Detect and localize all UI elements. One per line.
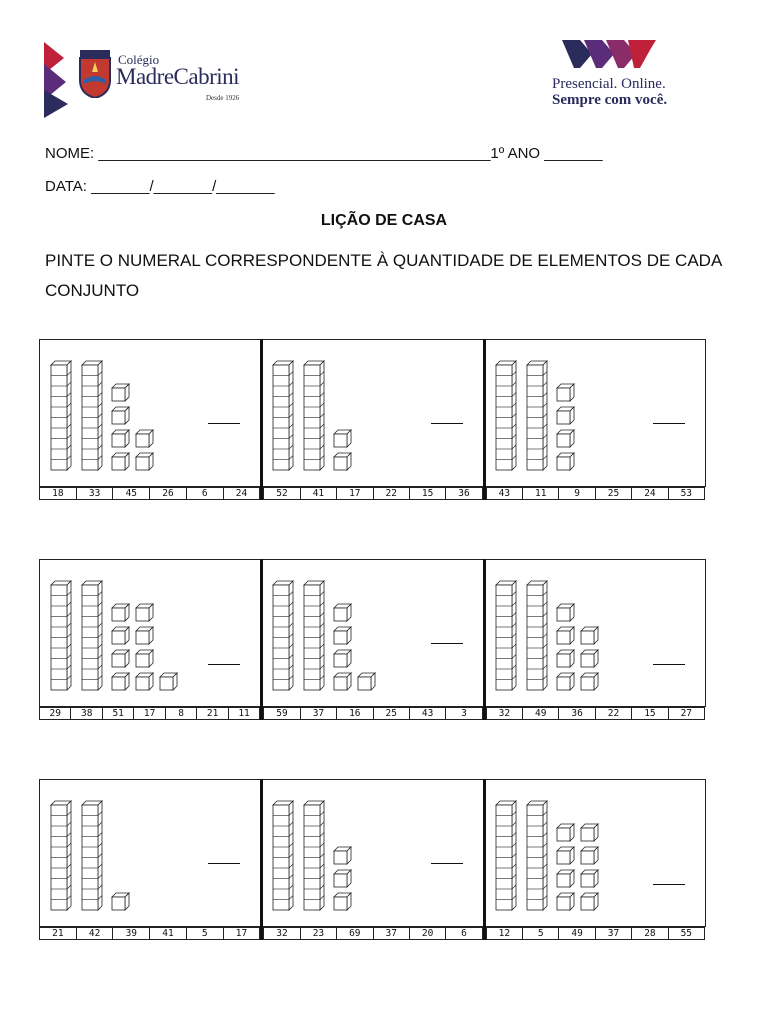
answer-blank[interactable]: [653, 423, 685, 424]
unit-cube: [136, 604, 153, 621]
numeral-option[interactable]: 41: [300, 488, 336, 499]
numeral-option[interactable]: 41: [149, 928, 186, 939]
unit-cube: [557, 384, 574, 401]
school-crest-icon: [78, 50, 112, 98]
answer-blank[interactable]: [653, 664, 685, 665]
numeral-option[interactable]: 49: [522, 708, 558, 719]
unit-cube: [557, 604, 574, 621]
numeral-option[interactable]: 21: [52, 928, 64, 939]
numeral-option[interactable]: 5: [186, 928, 223, 939]
numeral-options: [263, 927, 482, 940]
numeral-option[interactable]: 27: [668, 708, 704, 719]
numeral-option[interactable]: 37: [373, 928, 409, 939]
numeral-option[interactable]: 37: [300, 708, 336, 719]
answer-blank[interactable]: [208, 423, 240, 424]
unit-cube: [112, 453, 129, 470]
unit-cube: [581, 824, 598, 841]
slogan-line1: Presencial. Online.: [552, 76, 666, 92]
unit-cube: [112, 430, 129, 447]
unit-cube: [334, 604, 351, 621]
base-ten-blocks: [261, 339, 483, 487]
unit-cube: [557, 430, 574, 447]
ten-rod: [304, 361, 324, 470]
base-ten-blocks: [484, 779, 706, 927]
numeral-option[interactable]: 23: [300, 928, 336, 939]
numeral-option[interactable]: 42: [76, 928, 113, 939]
numeral-option[interactable]: 59: [276, 708, 288, 719]
unit-cube: [136, 453, 153, 470]
numeral-option[interactable]: 25: [595, 488, 631, 499]
ten-rod: [273, 581, 293, 690]
unit-cube: [581, 893, 598, 910]
unit-cube: [334, 627, 351, 644]
base-ten-blocks: [261, 779, 483, 927]
unit-cube: [557, 453, 574, 470]
numeral-option[interactable]: 9: [558, 488, 594, 499]
base-ten-blocks: [39, 559, 261, 707]
unit-cube: [581, 673, 598, 690]
numeral-options: [486, 487, 705, 500]
numeral-option[interactable]: 32: [498, 708, 511, 719]
base-ten-blocks: [484, 559, 706, 707]
base-ten-blocks: [484, 339, 706, 487]
numeral-options: [263, 487, 482, 500]
numeral-options: [39, 707, 260, 720]
numeral-option[interactable]: 22: [373, 488, 409, 499]
unit-cube: [136, 673, 153, 690]
numeral-option[interactable]: 55: [668, 928, 704, 939]
unit-cube: [581, 847, 598, 864]
unit-cube: [112, 673, 129, 690]
numeral-option[interactable]: 33: [76, 488, 113, 499]
ten-rod: [304, 581, 324, 690]
numeral-option[interactable]: 16: [336, 708, 372, 719]
answer-blank[interactable]: [431, 643, 463, 644]
numeral-option[interactable]: 6: [186, 488, 223, 499]
unit-cube: [160, 673, 177, 690]
numeral-option[interactable]: 26: [149, 488, 186, 499]
base-ten-blocks: [39, 779, 261, 927]
numeral-option[interactable]: 28: [631, 928, 667, 939]
ten-rod: [82, 361, 102, 470]
school-header: [40, 40, 680, 120]
numeral-option[interactable]: 11: [228, 708, 259, 719]
numeral-option[interactable]: 15: [409, 488, 445, 499]
unit-cube: [334, 847, 351, 864]
numeral-option[interactable]: 17: [133, 708, 164, 719]
ten-rod: [273, 801, 293, 910]
numeral-option[interactable]: 3: [445, 708, 481, 719]
ten-rod: [51, 361, 71, 470]
answer-blank[interactable]: [208, 863, 240, 864]
unit-cube: [334, 673, 351, 690]
unit-cube: [334, 893, 351, 910]
unit-cube: [112, 627, 129, 644]
numeral-option[interactable]: 53: [668, 488, 704, 499]
numeral-option[interactable]: 15: [631, 708, 667, 719]
numeral-option[interactable]: 24: [631, 488, 667, 499]
ten-rod: [273, 361, 293, 470]
numeral-option[interactable]: 37: [595, 928, 631, 939]
answer-blank[interactable]: [431, 863, 463, 864]
unit-cube: [581, 627, 598, 644]
school-name-line2: MadreCabrini: [116, 64, 240, 89]
ten-rod: [304, 801, 324, 910]
unit-cube: [557, 627, 574, 644]
unit-cube: [557, 824, 574, 841]
school-name-line1: Colégio: [118, 52, 160, 67]
base-ten-blocks: [39, 339, 261, 487]
numeral-option[interactable]: 36: [558, 708, 594, 719]
unit-cube: [557, 847, 574, 864]
ten-rod: [82, 581, 102, 690]
numeral-option[interactable]: 43: [409, 708, 445, 719]
numeral-option[interactable]: 38: [70, 708, 101, 719]
numeral-options: [39, 487, 260, 500]
numeral-option[interactable]: 20: [409, 928, 445, 939]
answer-blank[interactable]: [431, 423, 463, 424]
ten-rod: [527, 801, 547, 910]
numeral-option[interactable]: 17: [336, 488, 372, 499]
numeral-option[interactable]: 39: [112, 928, 149, 939]
unit-cube: [358, 673, 375, 690]
numeral-option[interactable]: 22: [595, 708, 631, 719]
unit-cube: [557, 407, 574, 424]
ten-rod: [496, 801, 516, 910]
numeral-options: [486, 927, 705, 940]
numeral-option[interactable]: 52: [276, 488, 288, 499]
numeral-options: [39, 927, 260, 940]
slogan-chevrons-icon: [562, 40, 662, 68]
numeral-option[interactable]: 17: [223, 928, 260, 939]
numeral-option[interactable]: 29: [49, 708, 61, 719]
ten-rod: [51, 801, 71, 910]
unit-cube: [557, 893, 574, 910]
unit-cube: [557, 870, 574, 887]
base-ten-blocks: [261, 559, 483, 707]
numeral-option[interactable]: 36: [445, 488, 481, 499]
numeral-option[interactable]: 32: [276, 928, 288, 939]
numeral-option[interactable]: 25: [373, 708, 409, 719]
instruction-text: PINTE O NUMERAL CORRESPONDENTE À QUANTIDADE DE ELEMENTOS DE CADA CONJUNTO: [45, 251, 722, 300]
ten-rod: [527, 361, 547, 470]
numeral-option[interactable]: 11: [522, 488, 558, 499]
name-line[interactable]: NOME: _______________________________________________1º ANO _______: [45, 145, 603, 162]
unit-cube: [136, 650, 153, 667]
unit-cube: [334, 430, 351, 447]
numeral-option[interactable]: 12: [498, 928, 511, 939]
answer-blank[interactable]: [208, 664, 240, 665]
numeral-option[interactable]: 8: [165, 708, 196, 719]
unit-cube: [112, 384, 129, 401]
numeral-option[interactable]: 24: [223, 488, 260, 499]
numeral-options: [263, 707, 482, 720]
date-line[interactable]: DATA: _______/_______/_______: [45, 178, 275, 195]
unit-cube: [557, 650, 574, 667]
unit-cube: [581, 650, 598, 667]
unit-cube: [581, 870, 598, 887]
unit-cube: [112, 650, 129, 667]
logo-ribbon-icon: [44, 42, 70, 118]
numeral-option[interactable]: 5: [522, 928, 558, 939]
numeral-option[interactable]: 69: [336, 928, 372, 939]
unit-cube: [557, 673, 574, 690]
unit-cube: [136, 430, 153, 447]
numeral-option[interactable]: 21: [196, 708, 227, 719]
unit-cube: [112, 893, 129, 910]
numeral-options: [486, 707, 705, 720]
page-title: LIÇÃO DE CASA: [320, 212, 448, 229]
slogan-line2: Sempre com você.: [552, 92, 668, 108]
unit-cube: [112, 407, 129, 424]
numeral-option[interactable]: 6: [445, 928, 481, 939]
ten-rod: [496, 361, 516, 470]
ten-rod: [527, 581, 547, 690]
numeral-option[interactable]: 51: [102, 708, 133, 719]
unit-cube: [112, 604, 129, 621]
numeral-option[interactable]: 45: [112, 488, 149, 499]
ten-rod: [496, 581, 516, 690]
ten-rod: [82, 801, 102, 910]
unit-cube: [334, 650, 351, 667]
unit-cube: [334, 870, 351, 887]
unit-cube: [136, 627, 153, 644]
answer-blank[interactable]: [653, 884, 685, 885]
ten-rod: [51, 581, 71, 690]
unit-cube: [334, 453, 351, 470]
school-since: Desde 1926: [206, 94, 240, 102]
numeral-option[interactable]: 18: [52, 488, 64, 499]
numeral-option[interactable]: 49: [558, 928, 594, 939]
numeral-option[interactable]: 43: [498, 488, 511, 499]
